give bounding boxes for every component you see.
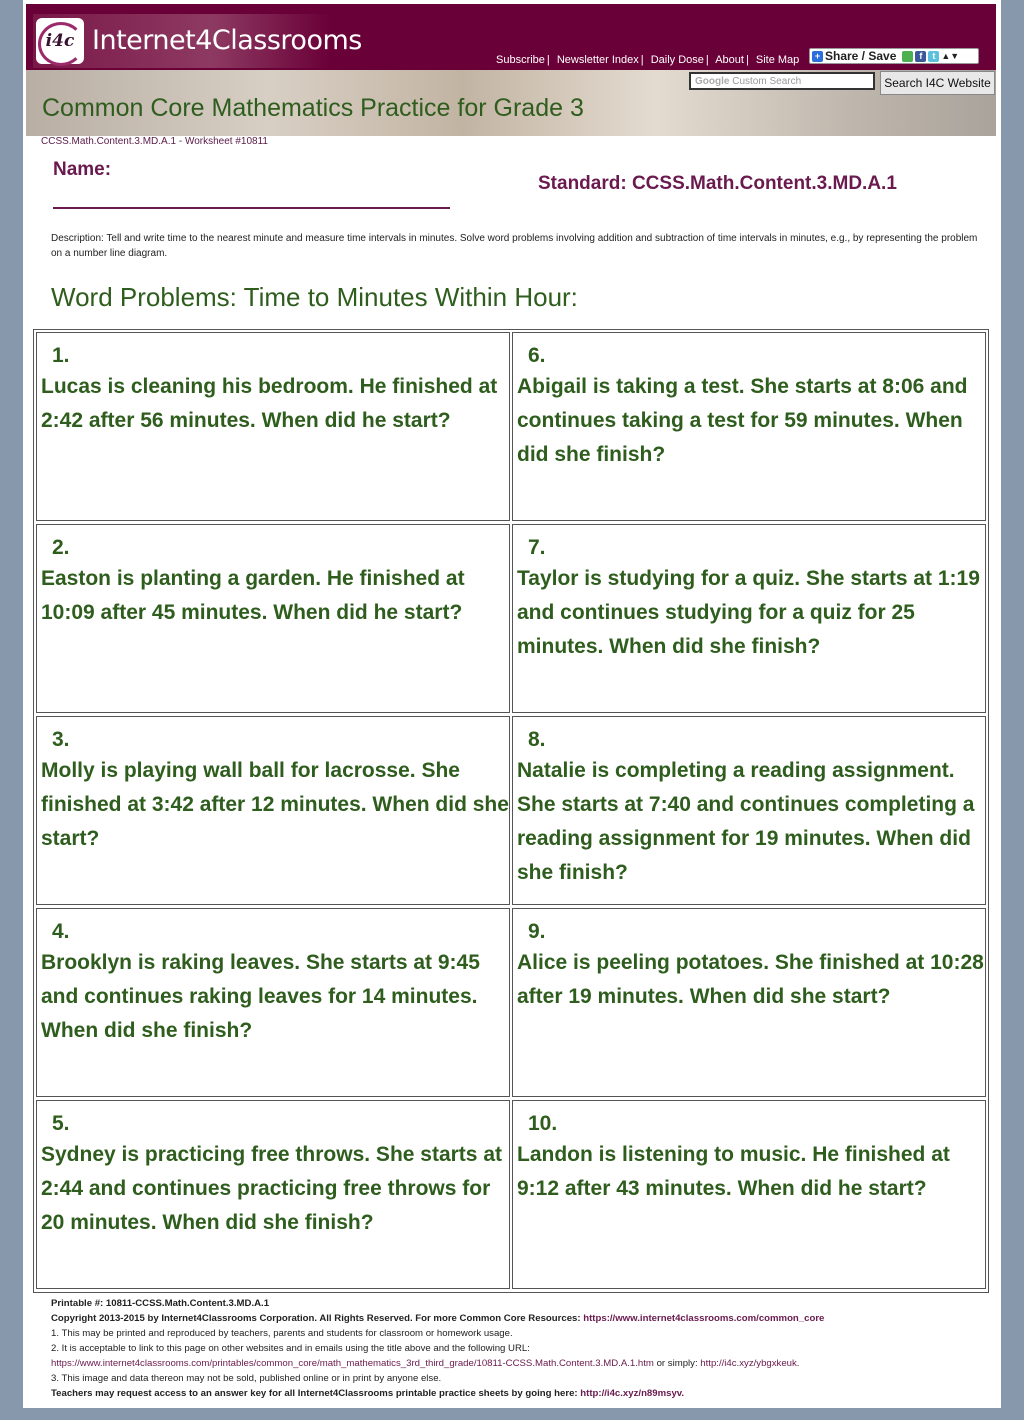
standard-label: Standard: CCSS.Math.Content.3.MD.A.1 bbox=[538, 173, 897, 194]
problem-number: 10. bbox=[528, 1112, 558, 1135]
answer-key-link[interactable]: http://i4c.xyz/n89msyv. bbox=[580, 1388, 685, 1399]
problem-cell bbox=[36, 1100, 510, 1289]
problem-number: 3. bbox=[52, 728, 70, 751]
footer bbox=[51, 1296, 991, 1401]
note-2: 2. It is acceptable to link to this page on other websites and in emails using the title above and the following URL: bbox=[51, 1343, 530, 1354]
search-input[interactable] bbox=[689, 72, 875, 90]
problem-number: 4. bbox=[52, 920, 70, 943]
nav-about[interactable]: About bbox=[715, 54, 744, 66]
problem-text: Alice is peeling potatoes. She finished at 10:28 after 19 minutes. When did she start? bbox=[517, 951, 984, 1008]
page bbox=[23, 0, 1001, 1408]
search-button[interactable]: Search I4C Website bbox=[880, 71, 995, 95]
answer-key-note: Teachers may request access to an answer key for all Internet4Classrooms printable practice sheets by going here: bbox=[51, 1388, 578, 1399]
problem-text: Natalie is completing a reading assignment. She starts at 7:40 and continues completing a reading assignment for 19 minutes. When did she finish? bbox=[517, 759, 975, 884]
header-bar bbox=[26, 4, 996, 70]
problem-text: Taylor is studying for a quiz. She starts at 1:19 and continues studying for a quiz for 25 minutes. When did she finish? bbox=[517, 567, 980, 658]
top-nav: Subscribe | Newsletter Index | Daily Dose | About | Site Map bbox=[496, 54, 800, 66]
share-plus-icon: + bbox=[812, 51, 823, 62]
problem-cell bbox=[36, 524, 510, 713]
problem-text: Brooklyn is raking leaves. She starts at 9:45 and continues raking leaves for 14 minutes. When did she finish? bbox=[41, 951, 480, 1042]
problem-text: Abigail is taking a test. She starts at 8:06 and continues taking a test for 59 minutes. When did she finish? bbox=[517, 375, 968, 466]
description: Description: Tell and write time to the nearest minute and measure time intervals in minutes. Solve word problems involving addition and subtraction of time intervals in minutes, e.g., by representing the problem on a number line diagram. bbox=[51, 233, 978, 259]
copyright: Copyright 2013-2015 by Internet4Classrooms Corporation. All Rights Reserved. For more Common Core Resources: bbox=[51, 1313, 581, 1324]
problem-cell bbox=[512, 716, 986, 905]
problem-number: 9. bbox=[528, 920, 546, 943]
problem-number: 1. bbox=[52, 344, 70, 367]
problem-text: Easton is planting a garden. He finished at 10:09 after 45 minutes. When did he start? bbox=[41, 567, 465, 624]
short-url[interactable]: http://i4c.xyz/ybgxkeuk. bbox=[700, 1358, 800, 1369]
logo-badge bbox=[36, 18, 84, 64]
problem-cell bbox=[512, 524, 986, 713]
nav-daily-dose[interactable]: Daily Dose bbox=[650, 54, 704, 66]
problem-grid bbox=[33, 329, 989, 1293]
share-email-icon bbox=[902, 51, 913, 62]
name-label: Name: bbox=[53, 159, 112, 180]
problem-cell bbox=[512, 908, 986, 1097]
problem-cell bbox=[36, 716, 510, 905]
share-save-button[interactable] bbox=[809, 48, 979, 64]
section-heading: Word Problems: Time to Minutes Within Hour: bbox=[51, 282, 578, 312]
problem-text: Molly is playing wall ball for lacrosse. She finished at 3:42 after 12 minutes. When did she start? bbox=[41, 759, 509, 850]
logo-badge-text: i4c bbox=[45, 31, 75, 51]
search-placeholder: Custom Search bbox=[732, 76, 802, 87]
page-title: Common Core Mathematics Practice for Grade 3 bbox=[42, 94, 584, 122]
nav-newsletter-index[interactable]: Newsletter Index bbox=[556, 54, 639, 66]
name-line bbox=[53, 207, 450, 209]
problem-text: Lucas is cleaning his bedroom. He finished at 2:42 after 56 minutes. When did he start? bbox=[41, 375, 498, 432]
twitter-icon: t bbox=[928, 51, 939, 62]
problem-cell bbox=[512, 1100, 986, 1289]
problem-number: 7. bbox=[528, 536, 546, 559]
problem-number: 6. bbox=[528, 344, 546, 367]
note-2-mid: or simply: bbox=[656, 1358, 698, 1369]
nav-site-map[interactable]: Site Map bbox=[755, 54, 800, 66]
note-1: 1. This may be printed and reproduced by teachers, parents and students for classroom or homework usage. bbox=[51, 1328, 513, 1339]
problem-number: 8. bbox=[528, 728, 546, 751]
problem-number: 2. bbox=[52, 536, 70, 559]
site-logo[interactable] bbox=[33, 14, 362, 68]
logo-text: Internet4Classrooms bbox=[92, 25, 362, 56]
search-brand: Google bbox=[695, 76, 730, 87]
facebook-icon: f bbox=[915, 51, 926, 62]
printable-number: Printable #: 10811-CCSS.Math.Content.3.MD.A.1 bbox=[51, 1298, 270, 1309]
common-core-link[interactable]: https://www.internet4classrooms.com/common_core bbox=[583, 1313, 825, 1324]
problem-text: Sydney is practicing free throws. She starts at 2:44 and continues practicing free throws for 20 minutes. When did she finish? bbox=[41, 1143, 502, 1234]
problem-text: Landon is listening to music. He finished at 9:12 after 43 minutes. When did he start? bbox=[517, 1143, 950, 1200]
problem-cell bbox=[36, 908, 510, 1097]
note-3: 3. This image and data thereon may not be sold, published online or in print by anyone else. bbox=[51, 1373, 442, 1384]
problem-cell bbox=[36, 332, 510, 521]
nav-subscribe[interactable]: Subscribe bbox=[496, 54, 545, 66]
problem-cell bbox=[512, 332, 986, 521]
share-label: Share / Save bbox=[825, 49, 897, 63]
worksheet-url[interactable]: https://www.internet4classrooms.com/printables/common_core/math_mathematics_3rd_third_grade/10811-CCSS.Math.Content.3.MD.A.1.htm bbox=[51, 1358, 654, 1369]
problem-number: 5. bbox=[52, 1112, 70, 1135]
breadcrumb: CCSS.Math.Content.3.MD.A.1 - Worksheet #10811 bbox=[41, 136, 268, 147]
chevron-updown-icon: ▲▼ bbox=[941, 51, 960, 61]
